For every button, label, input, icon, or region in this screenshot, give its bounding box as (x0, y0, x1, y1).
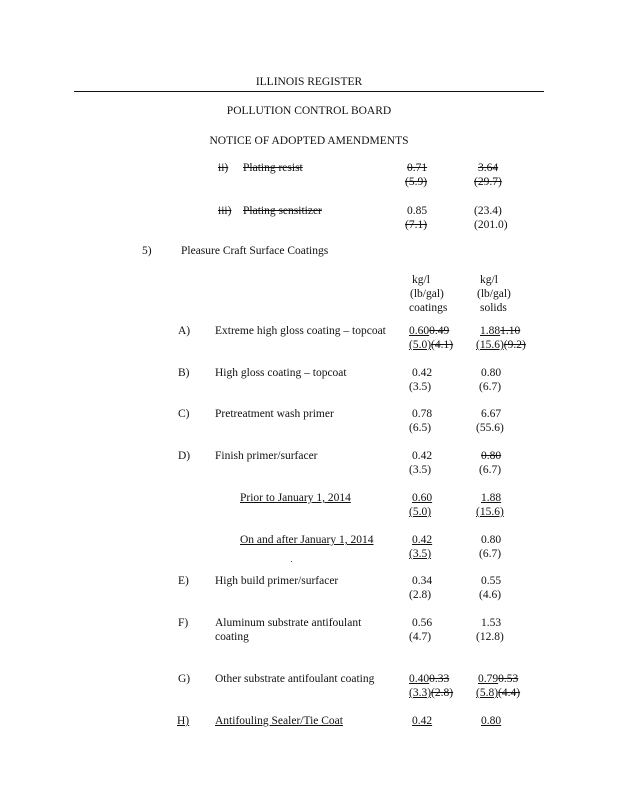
row-label: coating (215, 631, 249, 643)
register-title: ILLINOIS REGISTER (255, 76, 363, 88)
value-added: 0.42 (412, 715, 433, 727)
item-label: Plating resist (243, 162, 303, 174)
value: 0.55 (481, 575, 502, 587)
section-title: Pleasure Craft Surface Coatings (181, 245, 329, 257)
row-label: Prior to January 1, 2014 (240, 492, 351, 504)
value-added: (15.6) (476, 506, 504, 518)
row-label: High build primer/surfacer (215, 575, 339, 587)
value: 1.53 (481, 617, 502, 629)
row-label: Finish primer/surfacer (215, 450, 318, 462)
unit-label: (lb/gal) (477, 288, 511, 300)
value-removed: 1.10 (500, 325, 521, 337)
value: 0.34 (412, 575, 433, 587)
row-letter: B) (178, 367, 190, 379)
value: (23.4) (474, 205, 502, 217)
value-added: 1.88 (480, 325, 501, 337)
value-added: 0.80 (481, 715, 502, 727)
value: 0.42 (412, 450, 433, 462)
value-added: (3.3) (409, 687, 432, 699)
unit-label: coatings (409, 302, 448, 314)
value: (6.5) (409, 422, 432, 434)
value-added: 0.60 (412, 492, 433, 504)
value-added: (15.6) (476, 339, 504, 351)
value-removed: (4.4) (498, 687, 521, 699)
board-title: POLLUTION CONTROL BOARD (226, 105, 392, 117)
unit-label: kg/l (480, 274, 498, 286)
row-letter: A) (178, 325, 191, 337)
row-letter: H) (177, 715, 190, 727)
value-removed: 0.49 (429, 325, 450, 337)
value: (29.7) (474, 176, 502, 188)
value: (6.7) (479, 381, 502, 393)
item-number: ii) (218, 162, 229, 174)
value: 0.80 (481, 367, 502, 379)
value-removed: (2.8) (431, 687, 454, 699)
value-added: 0.40 (409, 673, 430, 685)
value-removed: (4.1) (431, 339, 454, 351)
value: 0.42 (412, 367, 433, 379)
section-number: 5) (142, 245, 152, 257)
header-rule (74, 91, 544, 92)
value: (6.7) (479, 464, 502, 476)
value-added: (5.0) (409, 506, 432, 518)
value-added: 0.79 (478, 673, 499, 685)
value-removed: (9.2) (503, 339, 526, 351)
unit-label: kg/l (412, 274, 430, 286)
scan-speck (291, 561, 292, 562)
value-added: (5.8) (476, 687, 499, 699)
value: 0.56 (412, 617, 433, 629)
value: 0.78 (412, 408, 433, 420)
value: (4.7) (409, 631, 432, 643)
row-letter: D) (178, 450, 191, 462)
unit-label: (lb/gal) (410, 288, 444, 300)
value-removed: 0.53 (498, 673, 519, 685)
value: (3.5) (409, 381, 432, 393)
value-removed: 0.80 (481, 450, 502, 462)
value-added: 1.88 (481, 492, 502, 504)
item-label: Plating sensitizer (243, 205, 322, 217)
value: (3.5) (409, 464, 432, 476)
row-letter: F) (178, 617, 189, 629)
value: (201.0) (474, 219, 508, 231)
row-label: Other substrate antifoulant coating (215, 673, 375, 685)
value: (55.6) (476, 422, 504, 434)
value: 0.85 (407, 205, 428, 217)
value: 6.67 (481, 408, 502, 420)
row-letter: C) (178, 408, 190, 420)
value: (6.7) (479, 548, 502, 560)
unit-label: solids (480, 302, 507, 314)
value-added: (3.5) (409, 548, 432, 560)
value-removed: 0.33 (429, 673, 450, 685)
value: (4.6) (479, 589, 502, 601)
value: 0.80 (481, 534, 502, 546)
value: (12.8) (476, 631, 504, 643)
value: (7.1) (405, 219, 428, 231)
row-label: Aluminum substrate antifoulant (215, 617, 362, 629)
notice-title: NOTICE OF ADOPTED AMENDMENTS (209, 135, 409, 147)
value: 0.71 (407, 162, 428, 174)
row-letter: E) (178, 575, 189, 587)
value-added: 0.60 (409, 325, 430, 337)
row-label: On and after January 1, 2014 (240, 534, 374, 546)
value-added: 0.42 (412, 534, 433, 546)
value: 3.64 (478, 162, 499, 174)
row-label: Antifouling Sealer/Tie Coat (215, 715, 343, 727)
row-label: Pretreatment wash primer (215, 408, 334, 420)
value: (5.9) (405, 176, 428, 188)
row-label: Extreme high gloss coating – topcoat (215, 325, 386, 337)
row-letter: G) (178, 673, 191, 685)
value: (2.8) (409, 589, 432, 601)
row-label: High gloss coating – topcoat (215, 367, 347, 379)
item-number: iii) (218, 205, 232, 217)
value-added: (5.0) (409, 339, 432, 351)
